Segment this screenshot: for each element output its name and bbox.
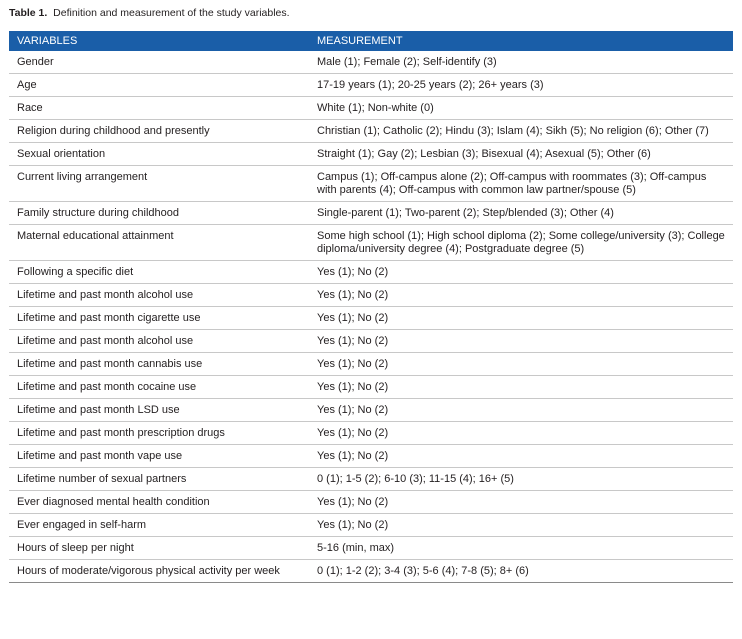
- variable-cell: Ever diagnosed mental health condition: [9, 491, 309, 514]
- measurement-cell: Yes (1); No (2): [309, 307, 733, 330]
- measurement-cell: Yes (1); No (2): [309, 330, 733, 353]
- table-row: [9, 560, 733, 583]
- measurement-cell: 0 (1); 1-2 (2); 3-4 (3); 5-6 (4); 7-8 (5); 8+ (6): [309, 560, 733, 583]
- measurement-cell: Single-parent (1); Two-parent (2); Step/blended (3); Other (4): [309, 202, 733, 225]
- measurement-cell: Christian (1); Catholic (2); Hindu (3); Islam (4); Sikh (5); No religion (6); Other (7): [309, 120, 733, 143]
- variable-cell: Lifetime and past month cigarette use: [9, 307, 309, 330]
- table-row: [9, 445, 733, 468]
- variable-cell: Lifetime and past month cocaine use: [9, 376, 309, 399]
- measurement-cell: Yes (1); No (2): [309, 399, 733, 422]
- measurement-cell: Yes (1); No (2): [309, 376, 733, 399]
- measurement-cell: Campus (1); Off-campus alone (2); Off-campus with roommates (3); Off-campus with parents (4); Off-campus with common law partner/spouse (5): [309, 166, 733, 202]
- table-row: [9, 143, 733, 166]
- header-variables: VARIABLES: [9, 31, 309, 51]
- measurement-cell: Male (1); Female (2); Self-identify (3): [309, 51, 733, 74]
- variable-cell: Maternal educational attainment: [9, 225, 309, 261]
- table-row: [9, 284, 733, 307]
- table-row: [9, 353, 733, 376]
- measurement-cell: Some high school (1); High school diploma (2); Some college/university (3); College diploma/university degree (4); Postgraduate degree (5): [309, 225, 733, 261]
- table-caption: [9, 7, 290, 20]
- table-row: [9, 51, 733, 74]
- caption-text: Definition and measurement of the study variables.: [53, 7, 290, 19]
- variable-cell: Hours of moderate/vigorous physical activity per week: [9, 560, 309, 583]
- table-row: [9, 166, 733, 202]
- table-row: [9, 491, 733, 514]
- variable-cell: Lifetime and past month alcohol use: [9, 284, 309, 307]
- table-row: [9, 97, 733, 120]
- table-row: [9, 261, 733, 284]
- table-row: [9, 307, 733, 330]
- variable-cell: Religion during childhood and presently: [9, 120, 309, 143]
- measurement-cell: Yes (1); No (2): [309, 284, 733, 307]
- variable-cell: Ever engaged in self-harm: [9, 514, 309, 537]
- measurement-cell: Yes (1); No (2): [309, 261, 733, 284]
- header-measurement: MEASUREMENT: [309, 31, 733, 51]
- measurement-cell: White (1); Non-white (0): [309, 97, 733, 120]
- measurement-cell: Straight (1); Gay (2); Lesbian (3); Bisexual (4); Asexual (5); Other (6): [309, 143, 733, 166]
- variable-cell: Race: [9, 97, 309, 120]
- variable-cell: Age: [9, 74, 309, 97]
- measurement-cell: Yes (1); No (2): [309, 514, 733, 537]
- variable-cell: Gender: [9, 51, 309, 74]
- table-row: [9, 202, 733, 225]
- variable-cell: Lifetime and past month vape use: [9, 445, 309, 468]
- measurement-cell: 5-16 (min, max): [309, 537, 733, 560]
- measurement-cell: 0 (1); 1-5 (2); 6-10 (3); 11-15 (4); 16+ (5): [309, 468, 733, 491]
- variables-table: [9, 31, 733, 583]
- variable-cell: Lifetime and past month cannabis use: [9, 353, 309, 376]
- variable-cell: Current living arrangement: [9, 166, 309, 202]
- table-row: [9, 330, 733, 353]
- variable-cell: Sexual orientation: [9, 143, 309, 166]
- table-row: [9, 74, 733, 97]
- table-row: [9, 514, 733, 537]
- table-row: [9, 468, 733, 491]
- variable-cell: Lifetime and past month prescription drugs: [9, 422, 309, 445]
- table-row: [9, 120, 733, 143]
- measurement-cell: Yes (1); No (2): [309, 353, 733, 376]
- table-row: [9, 376, 733, 399]
- variable-cell: Lifetime and past month alcohol use: [9, 330, 309, 353]
- variable-cell: Family structure during childhood: [9, 202, 309, 225]
- measurement-cell: Yes (1); No (2): [309, 491, 733, 514]
- measurement-cell: 17-19 years (1); 20-25 years (2); 26+ years (3): [309, 74, 733, 97]
- measurement-cell: Yes (1); No (2): [309, 445, 733, 468]
- table-row: [9, 399, 733, 422]
- table-row: [9, 422, 733, 445]
- table-body: [9, 51, 733, 583]
- measurement-cell: Yes (1); No (2): [309, 422, 733, 445]
- variable-cell: Lifetime and past month LSD use: [9, 399, 309, 422]
- variable-cell: Lifetime number of sexual partners: [9, 468, 309, 491]
- variable-cell: Hours of sleep per night: [9, 537, 309, 560]
- table-row: [9, 225, 733, 261]
- table-header-row: [9, 31, 733, 51]
- caption-label: Table 1.: [9, 7, 48, 19]
- variable-cell: Following a specific diet: [9, 261, 309, 284]
- table-row: [9, 537, 733, 560]
